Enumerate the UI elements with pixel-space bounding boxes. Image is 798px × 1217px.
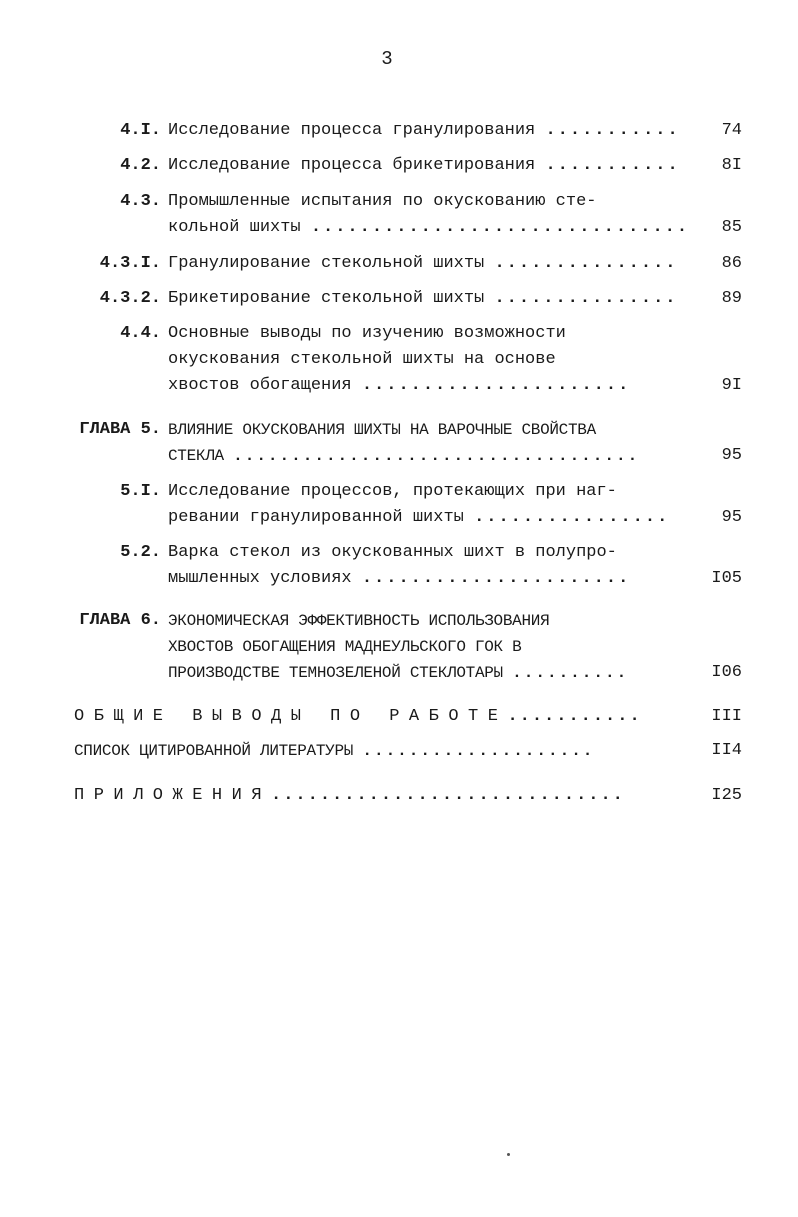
toc-entry-title xyxy=(168,479,669,531)
toc-entry-page: 86 xyxy=(721,254,742,273)
toc-entry-title xyxy=(74,738,594,764)
toc-entry-number: 4.3.2. xyxy=(99,289,161,308)
toc-entry-line: ХВОСТОВ ОБОГАЩЕНИЯ МАДНЕУЛЬСКОГО ГОК В xyxy=(168,638,522,656)
toc-entry-title xyxy=(168,118,680,144)
toc-entry-number: ГЛАВА 5. xyxy=(79,420,161,439)
toc-entry-title xyxy=(74,783,625,809)
toc-entry-number: 4.4. xyxy=(120,324,161,343)
toc-entry-leader: ............... xyxy=(494,289,678,308)
toc-entry-title xyxy=(168,608,628,686)
toc-entry-leader: ........... xyxy=(545,156,680,175)
toc-entry-title xyxy=(168,321,630,399)
toc-entry-leader: ............................. xyxy=(271,786,625,805)
toc-entry-leader: ................ xyxy=(474,508,670,527)
toc-entry-line: ревании гранулированной шихты xyxy=(168,508,464,527)
toc-entry-line: ПРОИЗВОДСТВЕ ТЕМНОЗЕЛЕНОЙ СТЕКЛОТАРЫ xyxy=(168,664,503,682)
toc-entry-line: СТЕКЛА xyxy=(168,447,224,465)
toc-entry-line: Промышленные испытания по окускованию сте- xyxy=(168,192,597,211)
toc-entry-line: кольной шихты xyxy=(168,218,301,237)
toc-entry-page: 89 xyxy=(721,289,742,308)
toc-entry-page: I06 xyxy=(711,663,742,682)
toc-entry-line: ОБЩИЕ ВЫВОДЫ ПО РАБОТЕ xyxy=(74,707,508,726)
toc-entry-title xyxy=(168,540,630,592)
toc-entry-line: Гранулирование стекольной шихты xyxy=(168,254,485,273)
toc-entry-line: ВЛИЯНИЕ ОКУСКОВАНИЯ ШИХТЫ НА ВАРОЧНЫЕ СВОЙСТВА xyxy=(168,421,596,439)
toc-entry-page: 74 xyxy=(721,121,742,140)
toc-entry-line: Брикетирование стекольной шихты xyxy=(168,289,485,308)
toc-entry-leader: ...................... xyxy=(361,569,631,588)
toc-entry-page: 9I xyxy=(721,376,742,395)
toc-entry-number: ГЛАВА 6. xyxy=(79,611,161,630)
toc-entry-page: 85 xyxy=(721,218,742,237)
toc-entry-line: Исследование процесса гранулирования xyxy=(168,121,536,140)
toc-entry-leader: .................... xyxy=(362,742,595,760)
toc-entry-leader: ................................... xyxy=(233,447,640,465)
toc-entry-page: I25 xyxy=(711,786,742,805)
toc-entry-line: хвостов обогащения xyxy=(168,376,352,395)
toc-entry-number: 4.2. xyxy=(120,156,161,175)
toc-entry-number: 4.3. xyxy=(120,192,161,211)
toc-entry-line: ПРИЛОЖЕНИЯ xyxy=(74,786,272,805)
toc-entry-number: 4.I. xyxy=(120,121,161,140)
toc-entry-leader: ........... xyxy=(545,121,680,140)
toc-entry-number: 5.2. xyxy=(120,543,161,562)
toc-entry-leader: .......... xyxy=(512,664,629,682)
toc-entry-line: ЭКОНОМИЧЕСКАЯ ЭФФЕКТИВНОСТЬ ИСПОЛЬЗОВАНИЯ xyxy=(168,612,550,630)
toc-entry-line: Исследование процессов, протекающих при наг- xyxy=(168,482,617,501)
toc-entry-number: 5.I. xyxy=(120,482,161,501)
toc-entry-page: 8I xyxy=(721,156,742,175)
toc-entry-leader: ...................... xyxy=(361,376,631,395)
toc-entry-number: 4.3.I. xyxy=(99,254,161,273)
toc-entry-leader: ............... xyxy=(494,254,678,273)
toc-entry-line: Исследование процесса брикетирования xyxy=(168,156,536,175)
toc-entry-page: II4 xyxy=(711,741,742,760)
toc-entry-line: СПИСОК ЦИТИРОВАННОЙ ЛИТЕРАТУРЫ xyxy=(74,742,354,760)
toc-entry-line: Варка стекол из окускованных шихт в полупро- xyxy=(168,543,617,562)
toc-entry-page: 95 xyxy=(721,508,742,527)
toc-entry-title xyxy=(168,286,678,312)
toc-entry-line: Основные выводы по изучению возможности xyxy=(168,324,566,343)
toc-entry-page: I05 xyxy=(711,569,742,588)
toc-entry-line: окускования стекольной шихты на основе xyxy=(168,350,556,369)
toc-entry-title xyxy=(168,153,680,179)
toc-entry-page: 95 xyxy=(721,446,742,465)
toc-entry-leader: ........... xyxy=(507,707,642,726)
toc-entry-title xyxy=(168,417,639,469)
toc-entry-title xyxy=(168,189,689,241)
toc-entry-leader: ............................... xyxy=(310,218,690,237)
page-number: 3 xyxy=(381,48,393,70)
toc-entry-page: III xyxy=(711,707,742,726)
toc-entry-title xyxy=(168,251,678,277)
toc-entry-title xyxy=(74,704,642,730)
toc-entry-line: мышленных условиях xyxy=(168,569,352,588)
scan-speck xyxy=(507,1153,510,1156)
